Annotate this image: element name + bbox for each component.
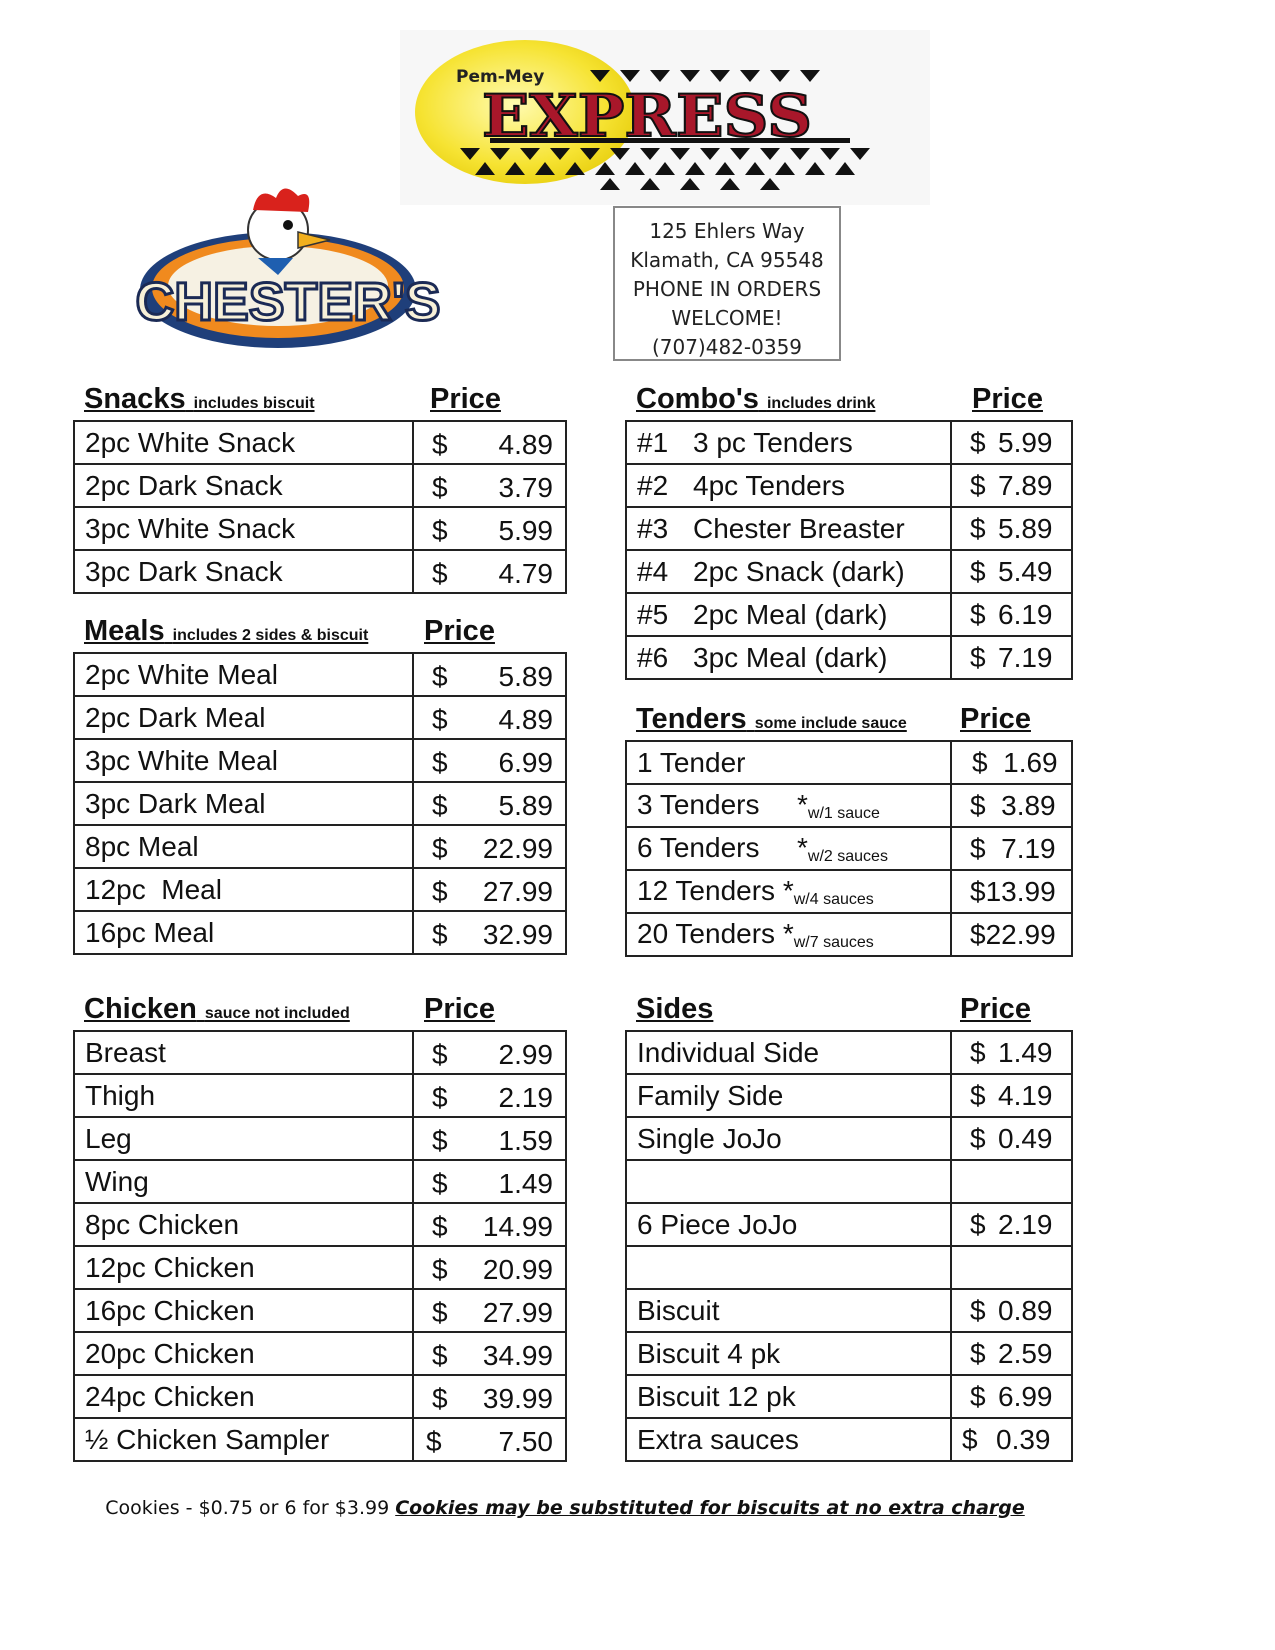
address-street: 125 Ehlers Way — [649, 219, 805, 243]
table-row — [626, 464, 1072, 507]
table-row — [626, 1375, 1072, 1418]
table-row — [74, 1117, 566, 1160]
currency: $ — [432, 1254, 448, 1285]
item-price: 3.79 — [498, 472, 553, 503]
sides-header — [636, 990, 1076, 1030]
address-city: Klamath, CA 95548 — [630, 248, 824, 272]
table-row — [74, 1418, 566, 1461]
item-name — [626, 1246, 951, 1289]
item-price: 5.89 — [998, 512, 1053, 544]
currency: $ — [432, 833, 448, 864]
table-row — [626, 1074, 1072, 1117]
item-name: 24pc Chicken — [74, 1375, 413, 1418]
currency: $ — [432, 1383, 448, 1414]
chesters-logo — [118, 180, 458, 355]
item-price: 4.19 — [998, 1079, 1053, 1111]
chicken-header — [84, 990, 564, 1030]
item-price: 1.49 — [498, 1168, 553, 1199]
item-price: 20.99 — [482, 1254, 553, 1285]
item-price: 39.99 — [482, 1383, 553, 1414]
currency: $ — [432, 919, 448, 950]
currency: $ — [970, 1122, 986, 1154]
table-row — [74, 696, 566, 739]
item-price: 14.99 — [482, 1211, 553, 1242]
currency: $ — [432, 558, 448, 589]
table-row — [74, 911, 566, 954]
currency: $ — [432, 1082, 448, 1113]
item-price: 0.49 — [998, 1122, 1053, 1154]
item-price: 1.49 — [998, 1036, 1053, 1068]
item-price: 5.89 — [498, 790, 553, 821]
tenders-price-label: Price — [960, 703, 1031, 735]
currency: $ — [970, 1380, 986, 1412]
item-name: Biscuit 4 pk — [626, 1332, 951, 1375]
meals-title: Meals — [84, 615, 165, 647]
combo-number: #5 — [637, 598, 669, 630]
item-name: Leg — [74, 1117, 413, 1160]
item-name: 8pc Meal — [74, 825, 413, 868]
table-row — [626, 507, 1072, 550]
currency: $ — [970, 1208, 986, 1240]
item-name: 3 pc Tenders — [693, 426, 853, 458]
table-row — [74, 825, 566, 868]
svg-text:CHESTER'S: CHESTER'S — [135, 272, 441, 332]
item-price: 7.89 — [998, 469, 1053, 501]
currency: $ — [970, 598, 986, 630]
table-row — [74, 782, 566, 825]
chicken-title: Chicken — [84, 993, 197, 1025]
item-name: 2pc White Meal — [74, 653, 413, 696]
item-price: 27.99 — [482, 876, 553, 907]
table-row — [74, 507, 566, 550]
combo-number: #1 — [637, 426, 669, 458]
item-name: Biscuit — [626, 1289, 951, 1332]
item-name: 4pc Tenders — [693, 469, 846, 501]
item-name: Biscuit 12 pk — [626, 1375, 951, 1418]
item-price: 2.99 — [498, 1039, 553, 1070]
table-row — [74, 1246, 566, 1289]
item-name: Extra sauces — [626, 1418, 951, 1461]
chicken-price-label: Price — [424, 993, 495, 1025]
currency: $ — [432, 429, 448, 460]
item-name: 2pc Dark Snack — [74, 464, 413, 507]
item-name: 20 Tenders — [637, 917, 776, 949]
item-name: Individual Side — [626, 1031, 951, 1074]
table-row — [626, 1031, 1072, 1074]
item-name: 2pc Snack (dark) — [693, 555, 905, 587]
footer-note — [0, 1497, 1130, 1519]
item-price: 4.89 — [498, 429, 553, 460]
currency: $ — [970, 1294, 986, 1326]
currency: $ — [432, 515, 448, 546]
item-price: $ 7.19 — [951, 827, 1072, 870]
meals-subtitle: includes 2 sides & biscuit — [172, 627, 369, 644]
svg-text:Pem-Mey: Pem-Mey — [456, 67, 545, 87]
currency: $ — [970, 469, 986, 501]
currency: $ — [432, 747, 448, 778]
table-row — [74, 421, 566, 464]
snacks-price-label: Price — [430, 383, 501, 415]
table-row — [74, 739, 566, 782]
combo-number: #3 — [637, 512, 669, 544]
item-name: 3pc Meal (dark) — [693, 641, 888, 673]
item-name: 12pc Chicken — [74, 1246, 413, 1289]
item-price: 1.59 — [498, 1125, 553, 1156]
cookie-price-text: Cookies - $0.75 or 6 for $3.99 — [105, 1497, 390, 1519]
item-name: 3pc White Snack — [74, 507, 413, 550]
combos-header — [636, 380, 1076, 420]
table-row — [74, 1074, 566, 1117]
item-price: 22.99 — [482, 833, 553, 864]
snacks-header — [84, 380, 564, 420]
item-name: 3 Tenders — [637, 788, 760, 820]
item-name: 2pc White Snack — [74, 421, 413, 464]
chicken-table — [73, 1030, 567, 1462]
currency: $ — [970, 1079, 986, 1111]
item-name: 12 Tenders — [637, 874, 776, 906]
item-price: 6.99 — [498, 747, 553, 778]
table-row: 6 Tenders *w/2 sauces $ 7.19 — [626, 827, 1072, 870]
currency: $ — [970, 512, 986, 544]
item-price: 6.19 — [998, 598, 1053, 630]
table-row — [74, 653, 566, 696]
item-name: Single JoJo — [626, 1117, 951, 1160]
currency: $ — [970, 426, 986, 458]
item-price: 32.99 — [482, 919, 553, 950]
table-row — [74, 1203, 566, 1246]
item-name: 6 Tenders — [637, 831, 760, 863]
item-name: 1 Tender — [637, 746, 746, 778]
currency: $ — [962, 1423, 978, 1455]
meals-header — [84, 612, 564, 652]
table-row — [626, 741, 1072, 784]
table-row — [74, 1160, 566, 1203]
item-price: 5.99 — [998, 426, 1053, 458]
item-price: $ 1.69 — [951, 741, 1072, 784]
currency: $ — [432, 472, 448, 503]
meals-price-label: Price — [424, 615, 495, 647]
table-row — [626, 593, 1072, 636]
cookie-substitution-note: Cookies may be substituted for biscuits at no extra charge — [395, 1497, 1025, 1519]
combos-title: Combo's — [636, 383, 759, 415]
currency: $ — [426, 1426, 442, 1457]
currency: $ — [432, 1039, 448, 1070]
snacks-table — [73, 420, 567, 594]
table-row — [626, 1117, 1072, 1160]
table-row — [626, 1203, 1072, 1246]
currency: $ — [970, 555, 986, 587]
tenders-title: Tenders — [636, 703, 747, 735]
item-price: 2.19 — [498, 1082, 553, 1113]
item-name: 20pc Chicken — [74, 1332, 413, 1375]
table-row — [74, 550, 566, 593]
table-row: 20 Tenders *w/7 sauces $22.99 — [626, 913, 1072, 956]
item-price: 2.19 — [998, 1208, 1053, 1240]
table-row — [74, 1375, 566, 1418]
phone-number: (707)482-0359 — [651, 335, 803, 359]
currency: $ — [432, 661, 448, 692]
combo-number: #6 — [637, 641, 669, 673]
sauce-note: w/2 sauces — [807, 847, 888, 865]
sides-title: Sides — [636, 993, 714, 1025]
phone-orders-note: PHONE IN ORDERS — [632, 277, 822, 301]
item-name: 16pc Chicken — [74, 1289, 413, 1332]
pem-mey-express-logo — [400, 30, 930, 205]
table-row — [74, 464, 566, 507]
item-price: 0.89 — [998, 1294, 1053, 1326]
snacks-title: Snacks — [84, 383, 186, 415]
item-price: 2.59 — [998, 1337, 1053, 1369]
svg-text:EXPRESS: EXPRESS — [482, 82, 812, 150]
item-price: 0.39 — [996, 1423, 1051, 1455]
currency: $ — [432, 1211, 448, 1242]
sauce-note: w/1 sauce — [807, 804, 880, 822]
combo-number: #4 — [637, 555, 669, 587]
item-price: 6.99 — [998, 1380, 1053, 1412]
item-name: Breast — [74, 1031, 413, 1074]
sides-table — [625, 1030, 1073, 1462]
currency: $ — [432, 876, 448, 907]
table-row — [626, 550, 1072, 593]
currency: $ — [970, 1036, 986, 1068]
currency: $ — [432, 704, 448, 735]
currency: $ — [970, 1337, 986, 1369]
table-row — [626, 1418, 1072, 1461]
sauce-note: w/4 sauces — [793, 890, 874, 908]
item-price: 7.19 — [998, 641, 1053, 673]
currency: $ — [970, 641, 986, 673]
currency: $ — [432, 1168, 448, 1199]
tenders-table — [625, 740, 1073, 957]
currency: $ — [432, 790, 448, 821]
item-name: 8pc Chicken — [74, 1203, 413, 1246]
item-name: 3pc Dark Snack — [74, 550, 413, 593]
table-row — [626, 421, 1072, 464]
table-row — [74, 1031, 566, 1074]
table-row: 12 Tenders *w/4 sauces $13.99 — [626, 870, 1072, 913]
combo-number: #2 — [637, 469, 669, 501]
currency: $ — [432, 1125, 448, 1156]
item-price: 27.99 — [482, 1297, 553, 1328]
item-name: Family Side — [626, 1074, 951, 1117]
sides-price-label: Price — [960, 993, 1031, 1025]
item-price: 7.50 — [498, 1426, 553, 1457]
chicken-subtitle: sauce not included — [204, 1005, 350, 1022]
table-row — [626, 636, 1072, 679]
welcome-text: WELCOME! — [671, 306, 783, 330]
table-row — [626, 1332, 1072, 1375]
item-name: 3pc White Meal — [74, 739, 413, 782]
item-price: 5.49 — [998, 555, 1053, 587]
item-name: Wing — [74, 1160, 413, 1203]
combos-table — [625, 420, 1073, 680]
item-name: 16pc Meal — [74, 911, 413, 954]
item-price: 5.89 — [498, 661, 553, 692]
snacks-subtitle: includes biscuit — [193, 395, 315, 412]
item-price: 4.79 — [498, 558, 553, 589]
combos-subtitle: includes drink — [766, 395, 876, 412]
item-price: 34.99 — [482, 1340, 553, 1371]
item-name: 2pc Dark Meal — [74, 696, 413, 739]
item-price: $13.99 — [951, 870, 1072, 913]
item-price: $ 3.89 — [951, 784, 1072, 827]
item-price: 5.99 — [498, 515, 553, 546]
item-name: 6 Piece JoJo — [626, 1203, 951, 1246]
item-name: ½ Chicken Sampler — [74, 1418, 413, 1461]
currency: $ — [432, 1340, 448, 1371]
meals-table — [73, 652, 567, 955]
item-name: 2pc Meal (dark) — [693, 598, 888, 630]
table-row — [74, 1332, 566, 1375]
address-box — [613, 206, 841, 361]
tenders-header — [636, 700, 1076, 740]
item-name: 3pc Dark Meal — [74, 782, 413, 825]
currency: $ — [432, 1297, 448, 1328]
item-name: 12pc Meal — [74, 868, 413, 911]
item-name: Chester Breaster — [693, 512, 905, 544]
table-row — [74, 868, 566, 911]
item-name — [626, 1160, 951, 1203]
table-row: 3 Tenders *w/1 sauce $ 3.89 — [626, 784, 1072, 827]
item-price: $22.99 — [951, 913, 1072, 956]
item-name: Thigh — [74, 1074, 413, 1117]
sauce-note: w/7 sauces — [793, 933, 874, 951]
table-row — [626, 1246, 1072, 1289]
table-row — [626, 1160, 1072, 1203]
table-row — [626, 1289, 1072, 1332]
combos-price-label: Price — [972, 383, 1043, 415]
table-row — [74, 1289, 566, 1332]
item-price: 4.89 — [498, 704, 553, 735]
tenders-subtitle: some include sauce — [754, 715, 907, 732]
